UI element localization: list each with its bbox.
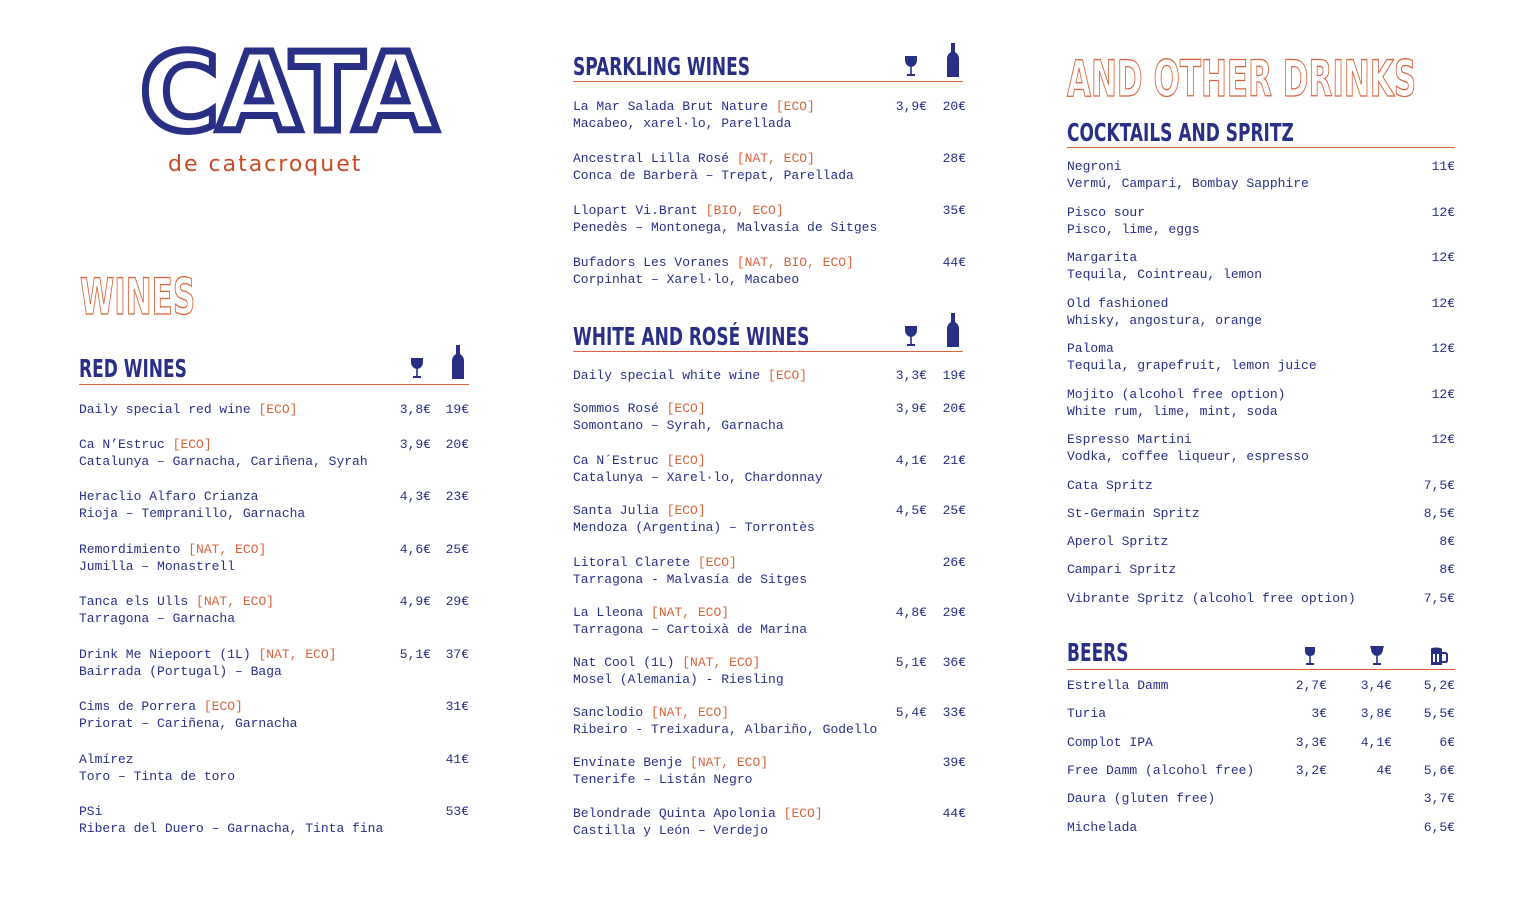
sparkling-wines-title: SPARKLING WINES [573, 52, 750, 81]
item-tags: [ECO] [172, 437, 212, 452]
menu-item [1067, 505, 1200, 522]
item-name: Sanclodio [573, 705, 644, 720]
item-description: Tarragona – Garnacha [79, 611, 236, 626]
glass-price: 4,5€ [895, 503, 927, 518]
item-name: Ca N’Estruc [79, 437, 165, 452]
item-name: Envínate Benje [573, 755, 683, 770]
item-tags: [NAT, ECO] [651, 705, 730, 720]
item-tags: [BIO, ECO] [705, 203, 784, 218]
bottle-price: 53€ [445, 804, 469, 819]
item-description: Mendoza (Argentina) – Torrontès [573, 520, 815, 535]
item-price: 11€ [1431, 159, 1455, 174]
beer-name: Free Damm (alcohol free) [1067, 763, 1255, 778]
item-name: Cata Spritz [1067, 478, 1153, 493]
item-name: Mojito (alcohol free option) [1067, 387, 1286, 402]
item-description: Priorat – Cariñena, Garnacha [79, 716, 298, 731]
glass-price: 3,8€ [399, 402, 431, 417]
item-description: Somontano – Syrah, Garnacha [573, 418, 784, 433]
small-price: 2,7€ [1295, 678, 1327, 693]
menu-item [1067, 386, 1285, 420]
menu-item [573, 367, 807, 384]
menu-item [1067, 340, 1317, 374]
item-description: Vodka, coffee liqueur, espresso [1067, 449, 1309, 464]
wine-glass-icon [904, 55, 918, 77]
menu-item [1067, 590, 1356, 607]
item-tags: [ECO] [666, 453, 706, 468]
beers-title: BEERS [1067, 638, 1129, 667]
large-price: 6€ [1439, 735, 1455, 750]
item-price: 7,5€ [1423, 478, 1455, 493]
item-tags: [ECO] [768, 368, 808, 383]
glass-price: 5,1€ [895, 655, 927, 670]
item-description: Catalunya – Garnacha, Cariñena, Syrah [79, 454, 368, 469]
bottle-price: 44€ [942, 806, 966, 821]
beer-name: Turia [1067, 706, 1107, 721]
sparkling-wines-rule [573, 81, 963, 82]
menu-item [573, 704, 877, 738]
bottle-price: 35€ [942, 203, 966, 218]
item-name: Aperol Spritz [1067, 534, 1169, 549]
menu-item [79, 401, 297, 418]
glass-price: 3,9€ [895, 401, 927, 416]
medium-price: 3,8€ [1360, 706, 1392, 721]
item-description: Tarragona – Cartoixà de Marina [573, 622, 808, 637]
glass-price: 4,8€ [895, 605, 927, 620]
item-name: Paloma [1067, 341, 1114, 356]
other-drinks-heading: AND OTHER DRINKS [1067, 50, 1417, 108]
wines-heading: WINES [80, 268, 196, 326]
glass-price: 5,4€ [895, 705, 927, 720]
item-description: Castilla y León – Verdejo [573, 823, 769, 838]
item-name: Ca N´Estruc [573, 453, 659, 468]
menu-item [79, 803, 383, 837]
item-description: Vermú, Campari, Bombay Sapphire [1067, 176, 1309, 191]
item-description: Tarragona - Malvasía de Sitges [573, 572, 808, 587]
bottle-price: 26€ [942, 555, 966, 570]
small-price: 3€ [1311, 706, 1327, 721]
item-name: Heraclio Alfaro Crianza [79, 489, 259, 504]
item-description: Penedès – Montonega, Malvasía de Sitges [573, 220, 878, 235]
item-name-line [573, 367, 807, 384]
item-price: 8,5€ [1423, 506, 1455, 521]
large-price: 3,7€ [1423, 791, 1455, 806]
item-name-line [573, 254, 854, 271]
item-name: Ancestral Lilla Rosé [573, 151, 730, 166]
glass-price: 3,3€ [895, 368, 927, 383]
item-name: La Mar Salada Brut Nature [573, 99, 776, 114]
small-beer-glass-icon [1304, 646, 1316, 666]
item-name: Belondrade Quinta Apolonia [573, 806, 776, 821]
item-tags: [NAT, ECO] [690, 755, 769, 770]
item-price: 7,5€ [1423, 591, 1455, 606]
item-description: Macabeo, xarel·lo, Parellada [573, 116, 792, 131]
item-name-line [573, 98, 815, 115]
menu-item [1067, 477, 1153, 494]
wine-glass-icon [904, 325, 918, 347]
cata-logo: CATA [140, 31, 436, 156]
item-price: 12€ [1431, 387, 1455, 402]
medium-price: 3,4€ [1360, 678, 1392, 693]
small-price: 3,2€ [1295, 763, 1327, 778]
bottle-price: 39€ [942, 755, 966, 770]
large-price: 5,6€ [1423, 763, 1455, 778]
bottle-price: 20€ [942, 401, 966, 416]
item-tags: [NAT, ECO] [258, 647, 337, 662]
bottle-price: 20€ [942, 99, 966, 114]
menu-item [1067, 533, 1168, 550]
item-name: Litoral Clarete [573, 555, 691, 570]
item-name: Espresso Martini [1067, 432, 1192, 447]
item-name-line [79, 593, 274, 610]
item-name: Pisco sour [1067, 205, 1146, 220]
item-name: Sommos Rosé [573, 401, 659, 416]
item-name: Old fashioned [1067, 296, 1169, 311]
item-description: Bairrada (Portugal) – Baga [79, 664, 282, 679]
glass-price: 4,6€ [399, 542, 431, 557]
menu-item [79, 751, 235, 785]
medium-price: 4,1€ [1360, 735, 1392, 750]
beer-name: Complot IPA [1067, 735, 1153, 750]
item-name-line [573, 654, 784, 671]
item-name: Drink Me Niepoort (1L) [79, 647, 251, 662]
menu-item [79, 698, 297, 732]
wine-bottle-icon [947, 43, 959, 77]
item-name-line [573, 554, 807, 571]
menu-item [573, 754, 768, 788]
item-name: Margarita [1067, 250, 1138, 265]
item-description: Conca de Barberà – Trepat, Parellada [573, 168, 854, 183]
item-name: La Lleona [573, 605, 644, 620]
item-description: Pisco, lime, eggs [1067, 222, 1200, 237]
item-name-line [573, 150, 854, 167]
item-name-line [79, 488, 305, 505]
bottle-price: 36€ [942, 655, 966, 670]
item-name: Santa Julia [573, 503, 659, 518]
large-price: 6,5€ [1423, 820, 1455, 835]
item-name-line [573, 452, 823, 469]
item-name: Negroni [1067, 159, 1122, 174]
menu-item [573, 452, 823, 486]
menu-item [1067, 158, 1309, 192]
menu-item [79, 488, 305, 522]
item-price: 12€ [1431, 341, 1455, 356]
white-rose-wines-rule [573, 351, 963, 352]
item-tags: [ECO] [666, 401, 706, 416]
item-name: Daily special red wine [79, 402, 251, 417]
item-tags: [ECO] [775, 99, 815, 114]
item-tags: [ECO] [203, 699, 243, 714]
item-name: PSi [79, 804, 103, 819]
item-description: Catalunya – Xarel·lo, Chardonnay [573, 470, 823, 485]
item-name-line [573, 202, 877, 219]
menu-item [79, 593, 274, 627]
item-name: Bufadors Les Voranes [573, 255, 730, 270]
item-name-line [79, 751, 235, 768]
item-name-line [79, 646, 336, 663]
menu-item [79, 646, 336, 680]
item-name-line [573, 502, 815, 519]
item-name-line [79, 541, 266, 558]
item-name-line [79, 803, 383, 820]
bottle-price: 31€ [445, 699, 469, 714]
item-description: Tenerife – Listán Negro [573, 772, 753, 787]
menu-item [573, 150, 854, 184]
item-description: Whisky, angostura, orange [1067, 313, 1263, 328]
item-name-line [573, 604, 807, 621]
item-name-line [573, 400, 784, 417]
menu-item [573, 254, 854, 288]
bottle-price: 41€ [445, 752, 469, 767]
item-tags: [ECO] [697, 555, 737, 570]
bottle-price: 19€ [445, 402, 469, 417]
red-wines-rule [79, 384, 469, 385]
menu-item [1067, 561, 1176, 578]
item-description: Mosel (Alemania) - Riesling [573, 672, 784, 687]
item-name-line [79, 436, 368, 453]
menu-item [573, 604, 807, 638]
menu-item [573, 805, 823, 839]
item-name-line [573, 704, 877, 721]
item-name-line [79, 698, 297, 715]
item-name: Almírez [79, 752, 134, 767]
menu-item [1067, 431, 1309, 465]
white-rose-wines-title: WHITE AND ROSÉ WINES [573, 322, 810, 351]
bottle-price: 20€ [445, 437, 469, 452]
item-price: 12€ [1431, 205, 1455, 220]
bottle-price: 29€ [445, 594, 469, 609]
bottle-price: 23€ [445, 489, 469, 504]
cocktails-title: COCKTAILS AND SPRITZ [1067, 118, 1294, 147]
item-name: Campari Spritz [1067, 562, 1177, 577]
bottle-price: 19€ [942, 368, 966, 383]
glass-price: 3,9€ [895, 99, 927, 114]
item-price: 12€ [1431, 432, 1455, 447]
menu-item [573, 202, 877, 236]
glass-price: 4,1€ [895, 453, 927, 468]
item-name: Vibrante Spritz (alcohol free option) [1067, 591, 1356, 606]
item-price: 12€ [1431, 250, 1455, 265]
beers-rule [1067, 669, 1455, 670]
item-name-line [573, 805, 823, 822]
menu-item [1067, 204, 1200, 238]
small-price: 3,3€ [1295, 735, 1327, 750]
glass-price: 5,1€ [399, 647, 431, 662]
item-description: White rum, lime, mint, soda [1067, 404, 1278, 419]
menu-item [573, 654, 784, 688]
item-tags: [NAT, BIO, ECO] [736, 255, 854, 270]
large-price: 5,5€ [1423, 706, 1455, 721]
item-name: Llopart Vi.Brant [573, 203, 698, 218]
bottle-price: 29€ [942, 605, 966, 620]
item-tags: [NAT, ECO] [651, 605, 730, 620]
item-description: Tequila, grapefruit, lemon juice [1067, 358, 1317, 373]
item-description: Ribeiro - Treixadura, Albariño, Godello [573, 722, 878, 737]
item-description: Toro – Tinta de toro [79, 769, 236, 784]
bottle-price: 25€ [942, 503, 966, 518]
red-wines-title: RED WINES [79, 354, 187, 383]
item-description: Tequila, Cointreau, lemon [1067, 267, 1263, 282]
menu-item [79, 541, 266, 575]
menu-item [573, 400, 784, 434]
bottle-price: 33€ [942, 705, 966, 720]
cocktails-rule [1067, 147, 1455, 148]
menu-item [573, 502, 815, 536]
item-tags: [ECO] [666, 503, 706, 518]
wine-bottle-icon [452, 345, 464, 379]
menu-item [1067, 249, 1262, 283]
bottle-price: 44€ [942, 255, 966, 270]
beer-name: Michelada [1067, 820, 1138, 835]
bottle-price: 28€ [942, 151, 966, 166]
menu-item [79, 436, 368, 470]
item-tags: [ECO] [258, 402, 298, 417]
large-price: 5,2€ [1423, 678, 1455, 693]
wine-glass-icon [410, 357, 424, 379]
medium-price: 4€ [1376, 763, 1392, 778]
item-price: 12€ [1431, 296, 1455, 311]
beer-glass-icon [1370, 645, 1384, 666]
item-tags: [ECO] [783, 806, 823, 821]
item-name: Daily special white wine [573, 368, 761, 383]
bottle-price: 25€ [445, 542, 469, 557]
item-name: Nat Cool (1L) [573, 655, 675, 670]
bottle-price: 21€ [942, 453, 966, 468]
item-tags: [NAT, ECO] [196, 594, 275, 609]
wine-bottle-icon [947, 313, 959, 347]
item-name: Remordimiento [79, 542, 181, 557]
glass-price: 4,3€ [399, 489, 431, 504]
item-name: Tanca els Ulls [79, 594, 189, 609]
item-name: St-Germain Spritz [1067, 506, 1200, 521]
logo-subtitle: de catacroquet [168, 152, 363, 177]
beer-name: Daura (gluten free) [1067, 791, 1216, 806]
item-description: Jumilla – Monastrell [79, 559, 236, 574]
item-price: 8€ [1439, 562, 1455, 577]
item-name: Cims de Porrera [79, 699, 204, 714]
bottle-price: 37€ [445, 647, 469, 662]
item-tags: [NAT, ECO] [736, 151, 815, 166]
menu-item [1067, 295, 1262, 329]
item-name-line [79, 401, 297, 418]
glass-price: 4,9€ [399, 594, 431, 609]
beer-mug-icon [1429, 647, 1448, 666]
item-description: Ribera del Duero – Garnacha, Tinta fina [79, 821, 384, 836]
item-price: 8€ [1439, 534, 1455, 549]
item-tags: [NAT, ECO] [682, 655, 761, 670]
beer-name: Estrella Damm [1067, 678, 1169, 693]
menu-item [573, 98, 815, 132]
item-description: Corpinhat – Xarel·lo, Macabeo [573, 272, 800, 287]
item-name-line [573, 754, 768, 771]
item-description: Rioja – Tempranillo, Garnacha [79, 506, 306, 521]
glass-price: 3,9€ [399, 437, 431, 452]
menu-item [573, 554, 807, 588]
item-tags: [NAT, ECO] [188, 542, 267, 557]
